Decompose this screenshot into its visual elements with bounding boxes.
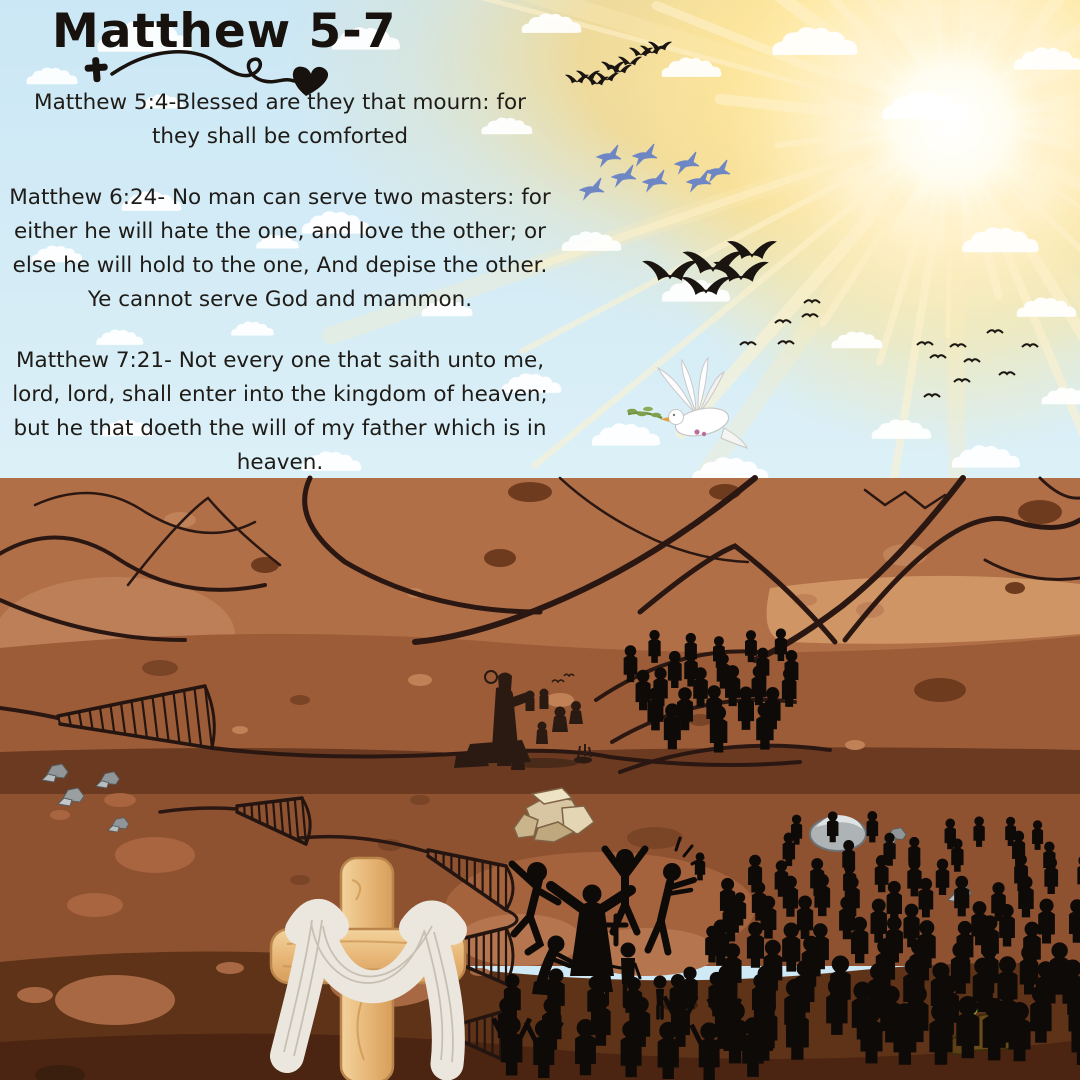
terrain-spot bbox=[408, 674, 432, 686]
terrain-spot bbox=[627, 827, 683, 849]
terrain-spot bbox=[17, 987, 53, 1003]
terrain-spot bbox=[1018, 500, 1062, 524]
desert-landscape bbox=[0, 478, 1080, 1080]
verse-list bbox=[6, 86, 554, 507]
terrain-spot bbox=[410, 795, 430, 805]
page-title: Matthew 5-7 bbox=[52, 4, 397, 59]
fence-post bbox=[259, 803, 260, 822]
terrain-spot bbox=[115, 837, 195, 873]
light-terrace-right bbox=[767, 576, 1080, 644]
terrain-spot bbox=[484, 549, 516, 567]
terrain-spot bbox=[914, 678, 966, 702]
terrain-spot bbox=[55, 975, 175, 1025]
terrain-spot bbox=[290, 695, 310, 705]
terrain-spot bbox=[232, 726, 248, 734]
terrain-spot bbox=[216, 962, 244, 974]
terrain-spot bbox=[142, 660, 178, 676]
fence-post bbox=[251, 804, 252, 819]
terrain-spot bbox=[1005, 582, 1025, 594]
terrain-spot bbox=[164, 512, 196, 528]
terrain-spot bbox=[104, 793, 136, 807]
verse-matthew-6-24: Matthew 6:24- No man can serve two masters: for either he will hate the one, and love the other; or else he will hold to the one, And depise the other. Ye cannot serve God and mammon. bbox=[9, 184, 551, 312]
verse-matthew-5-4: Matthew 5:4-Blessed are they that mourn: for they shall be comforted bbox=[34, 90, 526, 149]
terrain-spot bbox=[50, 810, 70, 820]
terrain-spot bbox=[290, 875, 310, 885]
dark-strip bbox=[0, 747, 1080, 798]
sun-core bbox=[857, 29, 1047, 219]
terrain-spot bbox=[67, 893, 123, 917]
terrain-spot bbox=[845, 740, 865, 750]
verse-matthew-7-21: Matthew 7:21- Not every one that saith unto me, lord, lord, shall enter into the kingdom of heaven; but he that doeth the will of my father which is in heaven. bbox=[12, 347, 548, 475]
child-figure bbox=[654, 976, 667, 989]
terrain-spot bbox=[546, 693, 574, 707]
